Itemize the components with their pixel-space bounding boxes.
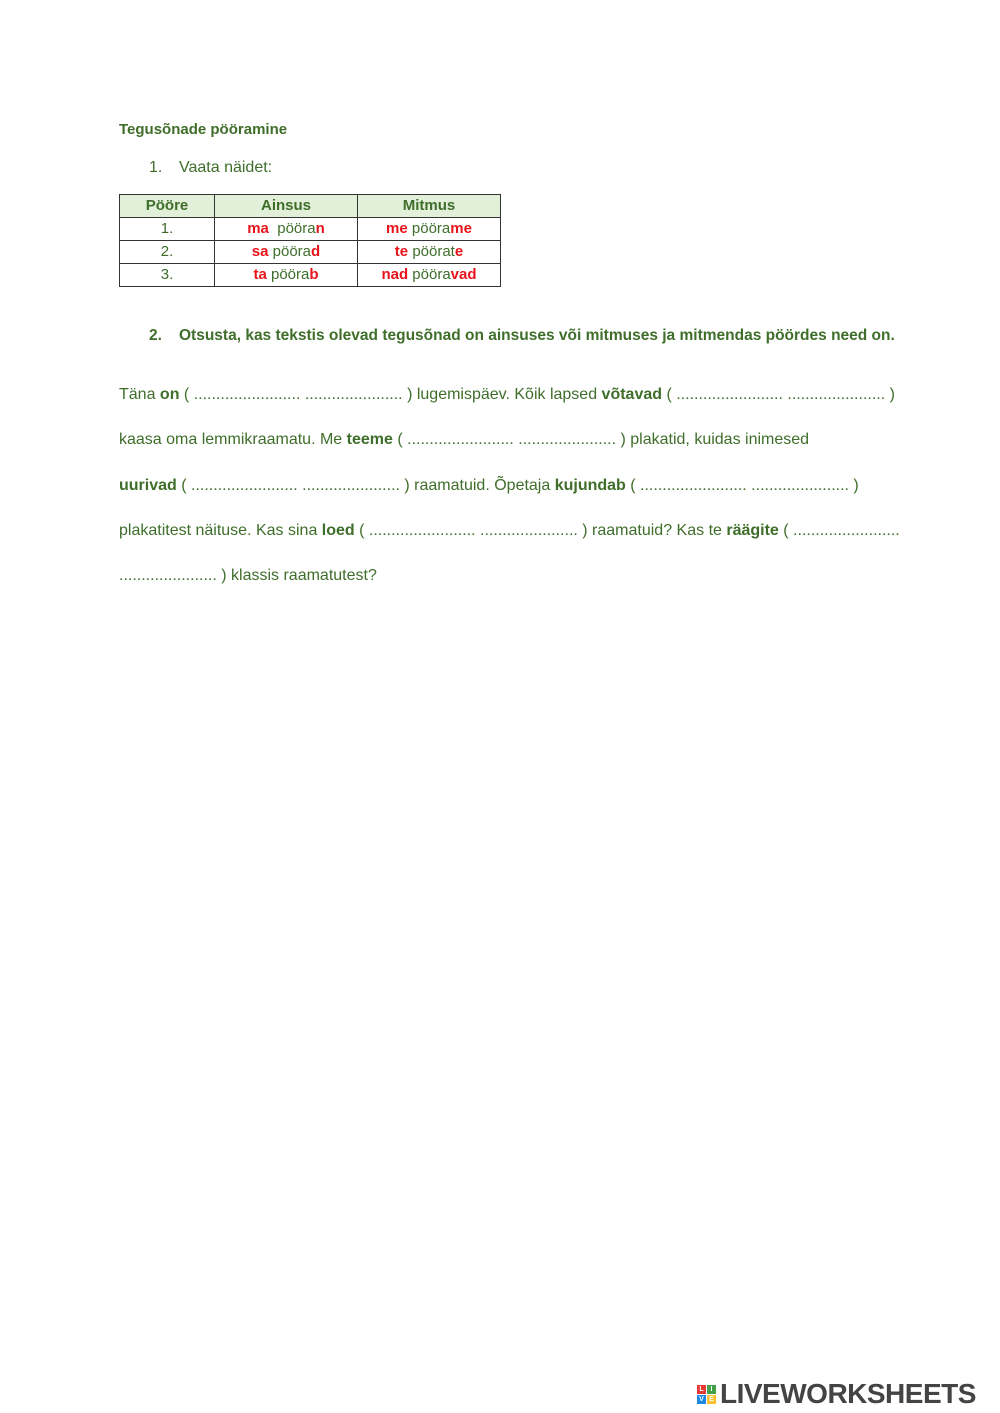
answer-blank-loed[interactable]: ( ........................ ...................... )	[359, 522, 588, 539]
verb-votavad: võtavad	[601, 386, 663, 403]
verb-raagite: räägite	[726, 522, 779, 539]
verb-uurivad: uurivad	[119, 477, 177, 494]
answer-blank-raagite-end[interactable]: ...................... )	[119, 567, 227, 584]
answer-blank-raagite-start[interactable]: ( ........................	[783, 522, 900, 539]
verb-stem: pööra	[272, 243, 312, 260]
pronoun: te	[394, 243, 409, 260]
pronoun: ma	[247, 220, 269, 237]
header-ainsus: Ainsus	[215, 195, 358, 218]
conjugation-table	[119, 194, 501, 287]
table-row	[120, 264, 501, 287]
verb-stem: pööra	[412, 266, 451, 283]
exercise-2-instruction	[149, 327, 895, 345]
text-line-1: Täna on ( ........................ ...................... ) lugemispäev. Kõik lapsed võtavad ( ........................ ...................... )	[119, 386, 895, 403]
answer-blank-votavad[interactable]: ( ........................ ...................... )	[666, 386, 895, 403]
verb-ending: d	[311, 243, 321, 260]
verb-loed: loed	[321, 522, 355, 539]
logo-text: LIVEWORKSHEETS	[720, 1378, 976, 1409]
text-line-3: uurivad ( ........................ ...................... ) raamatuid. Õpetaja kujundab ( ........................ ...................... )	[119, 477, 859, 494]
table-header-row	[120, 195, 501, 218]
verb-kujundab: kujundab	[554, 477, 626, 494]
header-poore: Pööre	[120, 195, 215, 218]
verb-stem: pööra	[277, 220, 316, 237]
page-title: Tegusõnade pööramine	[119, 121, 288, 138]
answer-blank-on[interactable]: ( ........................ ...................... )	[183, 386, 413, 403]
person-number: 3.	[120, 264, 215, 287]
exercise-2-text: Otsusta, kas tekstis olevad tegusõnad on ainsuses või mitmuses ja mitmendas pöördes need on.	[179, 327, 895, 344]
table-row	[120, 218, 501, 241]
singular-form	[215, 241, 358, 264]
verb-stem: pööra	[270, 266, 310, 283]
person-number: 2.	[120, 241, 215, 264]
table-row	[120, 241, 501, 264]
person-number: 1.	[120, 218, 215, 241]
plural-form	[358, 264, 501, 287]
verb-ending: b	[309, 266, 319, 283]
pronoun: nad	[381, 266, 409, 283]
text-line-2: kaasa oma lemmikraamatu. Me teeme ( ........................ ...................... ) plakatid, kuidas inimesed	[119, 431, 810, 448]
exercise-1-text: Vaata näidet:	[179, 159, 273, 176]
text-line-5: ...................... ) klassis raamatutest?	[119, 567, 377, 584]
answer-blank-kujundab[interactable]: ( ........................ ...................... )	[630, 477, 859, 494]
logo-letter-l: L	[697, 1385, 706, 1394]
logo-letter-i: I	[707, 1385, 716, 1394]
pronoun: me	[386, 220, 408, 237]
singular-form	[215, 218, 358, 241]
exercise-1-number: 1.	[149, 159, 163, 176]
logo-letter-v: V	[697, 1395, 706, 1404]
exercise-2-number: 2.	[149, 327, 162, 344]
verb-stem: pööra	[411, 220, 451, 237]
header-mitmus: Mitmus	[358, 195, 501, 218]
liveworksheets-mark-icon	[697, 1385, 716, 1404]
text-line-4: plakatitest näituse. Kas sina loed ( ........................ ...................... ) raamatuid? Kas te räägite ( ........................	[119, 522, 900, 539]
answer-blank-uurivad[interactable]: ( ........................ ...................... )	[181, 477, 410, 494]
singular-form	[215, 264, 358, 287]
exercise-1-instruction	[149, 159, 272, 177]
pronoun: sa	[251, 243, 269, 260]
verb-ending: n	[315, 220, 325, 237]
plural-form	[358, 241, 501, 264]
verb-stem: pöörat	[412, 243, 455, 260]
plural-form	[358, 218, 501, 241]
pronoun: ta	[253, 266, 267, 283]
verb-ending: vad	[450, 266, 477, 283]
answer-blank-teeme[interactable]: ( ........................ ...................... )	[397, 431, 626, 448]
liveworksheets-logo	[697, 1378, 976, 1410]
verb-teeme: teeme	[346, 431, 393, 448]
verb-ending: e	[454, 243, 464, 260]
verb-ending: me	[450, 220, 472, 237]
verb-on: on	[159, 386, 180, 403]
logo-letter-e: E	[707, 1395, 716, 1404]
